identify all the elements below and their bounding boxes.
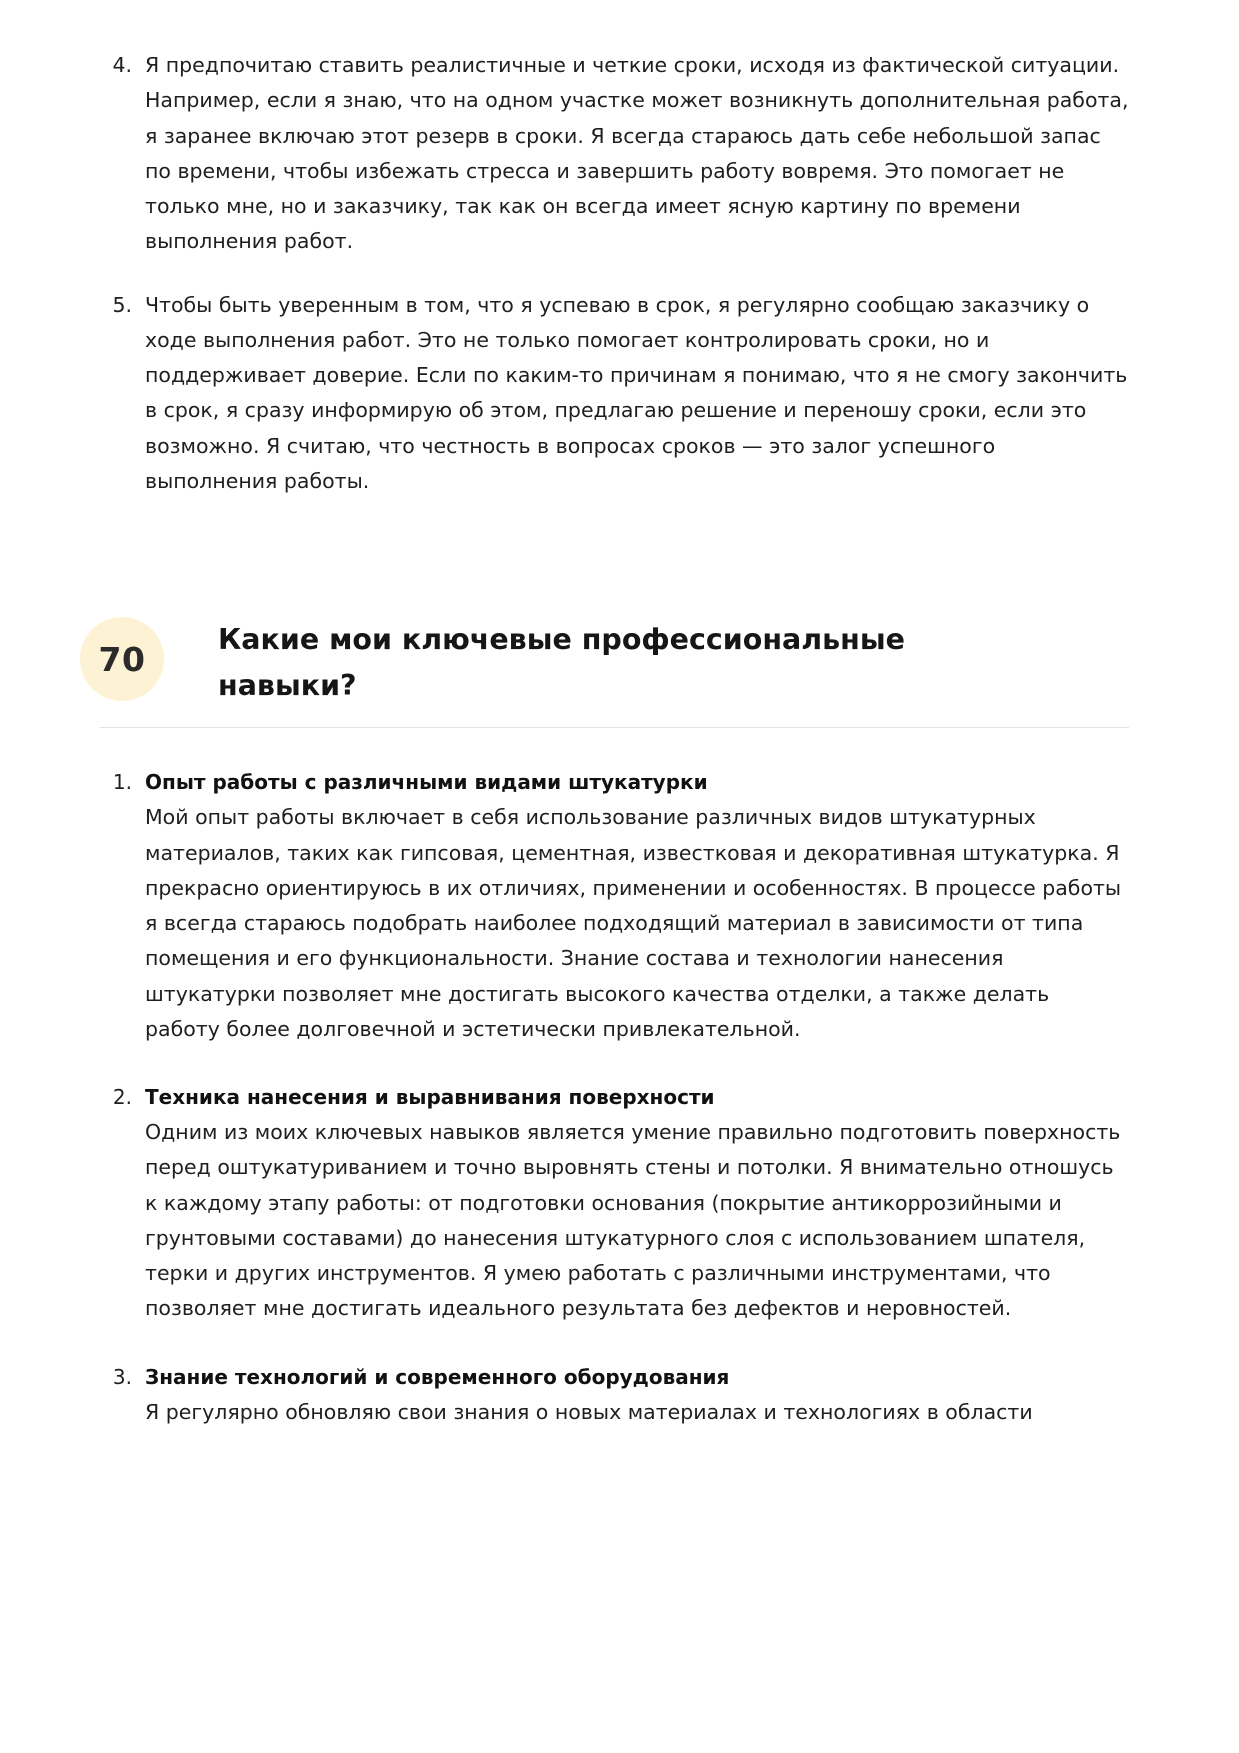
list-item-number: 3. [112, 1364, 132, 1389]
list-item-body: Я регулярно обновляю свои знания о новых материалах и технологиях в области [145, 1399, 1033, 1424]
list-item [100, 48, 1129, 260]
list-item-number: 2. [112, 1085, 132, 1110]
list-item-number: 1. [112, 770, 132, 795]
list-item-number: 5. [112, 292, 132, 317]
list-item [100, 1081, 1129, 1327]
question-header [100, 617, 1129, 728]
list-item-title: Техника нанесения и выравнивания поверхности [145, 1085, 715, 1110]
list-item [100, 766, 1129, 1047]
list-item-text: Я предпочитаю ставить реалистичные и четкие сроки, исходя из фактической ситуации. Например, если я знаю, что на одном участке может возникнуть дополнительная работа, я заранее включаю этот резерв в сроки. Я всегда стараюсь дать себе небольшой запас по времени, чтобы избежать стресса и завершить работу вовремя. Это помогает не только мне, но и заказчику, так как он всегда имеет ясную картину по времени выполнения работ. [145, 53, 1129, 254]
question-number: 70 [98, 639, 146, 679]
question-number-badge [80, 617, 164, 701]
list-item-title: Опыт работы с различными видами штукатурки [145, 770, 708, 795]
list-item [100, 288, 1129, 500]
continued-numbered-list [100, 48, 1129, 499]
list-item-number: 4. [112, 53, 132, 77]
question-title: Какие мои ключевые профессиональные навыки? [218, 623, 905, 703]
list-item-body: Одним из моих ключевых навыков является умение правильно подготовить поверхность перед оштукатуриванием и точно выровнять стены и потолки. Я внимательно отношусь к каждому этапу работы: от подготовки основания (покрытие антикоррозийными и грунтовыми составами) до нанесения штукатурного слоя с использованием шпателя, терки и других инструментов. Я умею работать с различными инструментами, что позволяет мне достигать идеального результата без дефектов и неровностей. [145, 1120, 1121, 1321]
list-item-text: Чтобы быть уверенным в том, что я успеваю в срок, я регулярно сообщаю заказчику о ходе выполнения работ. Это не только помогает контролировать сроки, но и поддерживает доверие. Если по каким-то причинам я понимаю, что я не смогу закончить в срок, я сразу информирую об этом, предлагаю решение и переношу сроки, если это возможно. Я считаю, что честность в вопросах сроков — это залог успешного выполнения работы. [145, 292, 1128, 493]
list-item-title: Знание технологий и современного оборудования [145, 1364, 730, 1389]
list-item [100, 1361, 1129, 1430]
list-item-body: Мой опыт работы включает в себя использование различных видов штукатурных материалов, таких как гипсовая, цементная, известковая и декоративная штукатурка. Я прекрасно ориентируюсь в их отличиях, применении и особенностях. В процессе работы я всегда стараюсь подобрать наиболее подходящий материал в зависимости от типа помещения и его функциональности. Знание состава и технологии нанесения штукатурки позволяет мне достигать высокого качества отделки, а также делать работу более долговечной и эстетически привлекательной. [145, 805, 1122, 1041]
answer-numbered-list [100, 766, 1129, 1430]
